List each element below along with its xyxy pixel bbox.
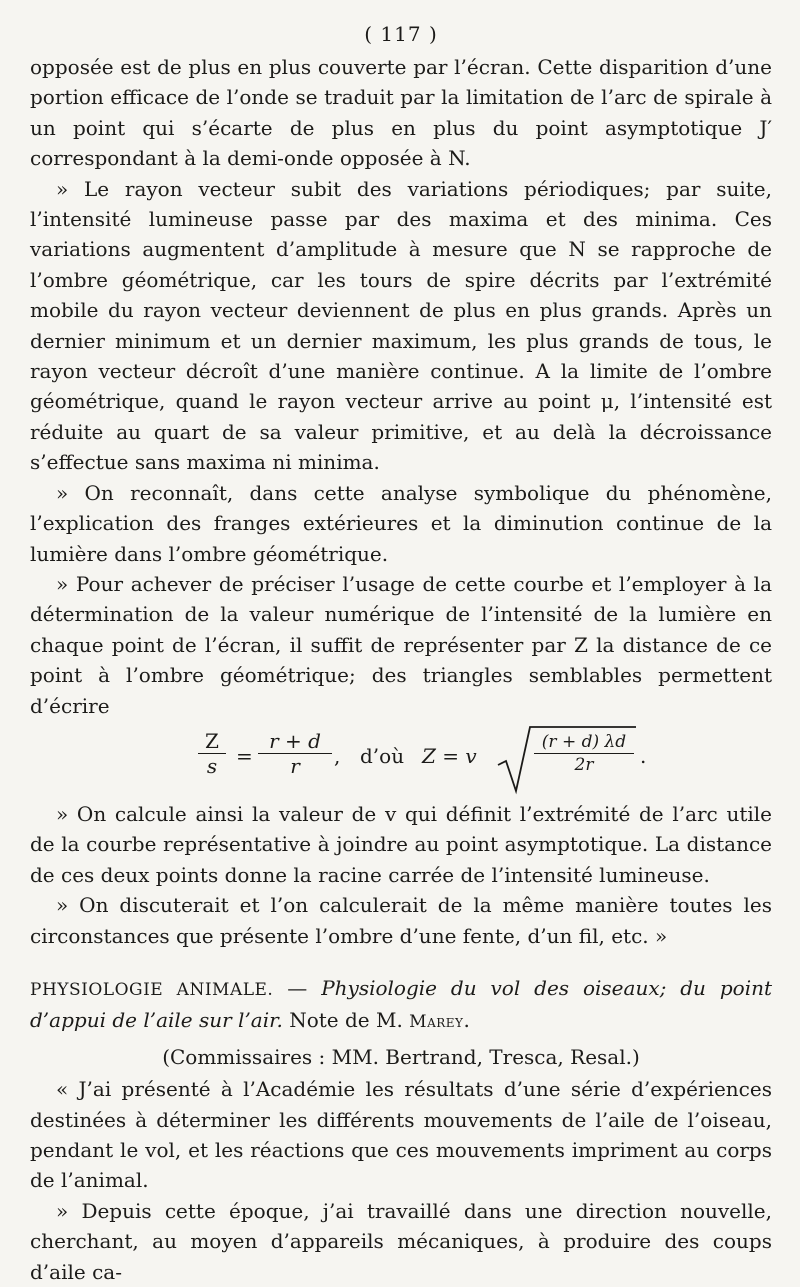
formula-s: s (206, 753, 218, 778)
paragraph-1: opposée est de plus en plus couverte par l’écran. Cette disparition d’une portion efficace de l’onde se traduit par la limitation de l’arc de spirale à un point qui s’écarte de plus en plus du point asymptotique J′ correspondant à la demi-onde opposée à N. (30, 55, 772, 171)
formula-z: Z (198, 729, 226, 754)
page-number: ( 117 ) (364, 22, 438, 46)
section-title: Physiologie du vol des oiseaux; du point d’appui de l’aile sur l’air. (30, 975, 773, 1033)
paragraph-6: » On discuterait et l’on calculerait de la même manière toutes les circonstances que présente l’ombre d’une fente, d’un fil, etc. » (30, 893, 772, 948)
formula-fraction-r-plus-d-over-r (258, 729, 332, 778)
paragraph-7: « J’ai présenté à l’Académie les résultats d’une série d’expériences destinées à déterminer les différents mouvements de l’aile de l’oiseau, pendant le vol, et les réactions que ces mouvements impriment au corps de l’animal. (30, 1077, 772, 1193)
formula (30, 721, 772, 799)
document-page (30, 22, 772, 1287)
section-dash: — (273, 975, 322, 1000)
paragraph-8: » Depuis cette époque, j’ai travaillé dans une direction nouvelle, cherchant, au moyen d’appareils mécaniques, à produire des coups d’aile ca- (30, 1198, 772, 1284)
formula-dou: d’où (360, 743, 405, 768)
paragraph-4: » Pour achever de préciser l’usage de cette courbe et l’employer à la détermination de la valeur numérique de l’intensité de la lumière en chaque point de l’écran, il suffit de représenter par Z la distance de ce point à l’ombre géométrique; des triangles semblables permettent d’écrire (30, 571, 772, 718)
formula-r: r (290, 753, 300, 778)
formula-equals: = (236, 743, 253, 768)
section-note: Note de M. (282, 1008, 410, 1033)
formula-comma: , (334, 743, 341, 768)
paragraph-5: » On calcule ainsi la valeur de v qui définit l’extrémité de l’arc utile de la courbe représentative à joindre au point asymptotique. La distance de ces deux points donne la racine carrée de l’intensité lumineuse. (30, 801, 772, 887)
formula-z-equals-v: Z = v (422, 743, 477, 768)
formula-fraction-z-over-s (198, 729, 226, 778)
formula-period: . (640, 743, 647, 768)
formula-radicand (534, 731, 634, 776)
section-rubric: PHYSIOLOGIE ANIMALE. (30, 979, 274, 1000)
formula-radicand-numerator: (r + d) λd (534, 731, 634, 754)
formula-square-root (486, 723, 636, 793)
paragraph-2: » Le rayon vecteur subit des variations périodiques; par suite, l’intensité lumineuse passe par des maxima et des minima. Ces variations augmentent d’amplitude à mesure que N se rapproche de l’ombre géométrique, car les tours de spire décrits par l’extrémité mobile du rayon vecteur deviennent de plus en plus grands. Après un dernier minimum et un dernier maximum, les plus grands de tous, le rayon vecteur décroît d’une manière continue. A la limite de l’ombre géométrique, quand le rayon vecteur arrive au point μ, l’intensité est réduite au quart de sa valeur primitive, et au delà la décroissance s’effectue sans maxima ni minima. (30, 176, 772, 475)
section-author-end: . (463, 1008, 470, 1033)
paragraph-3: » On reconnaît, dans cette analyse symbolique du phénomène, l’explication des franges extérieures et la diminution continue de la lumière dans l’ombre géométrique. (30, 480, 772, 566)
commissaires: (Commissaires : MM. Bertrand, Tresca, Resal.) (162, 1044, 640, 1069)
formula-radicand-denominator: 2r (574, 754, 594, 775)
section-author: Marey (409, 1012, 464, 1033)
section-heading (30, 973, 772, 1038)
formula-r-plus-d: r + d (258, 729, 332, 754)
